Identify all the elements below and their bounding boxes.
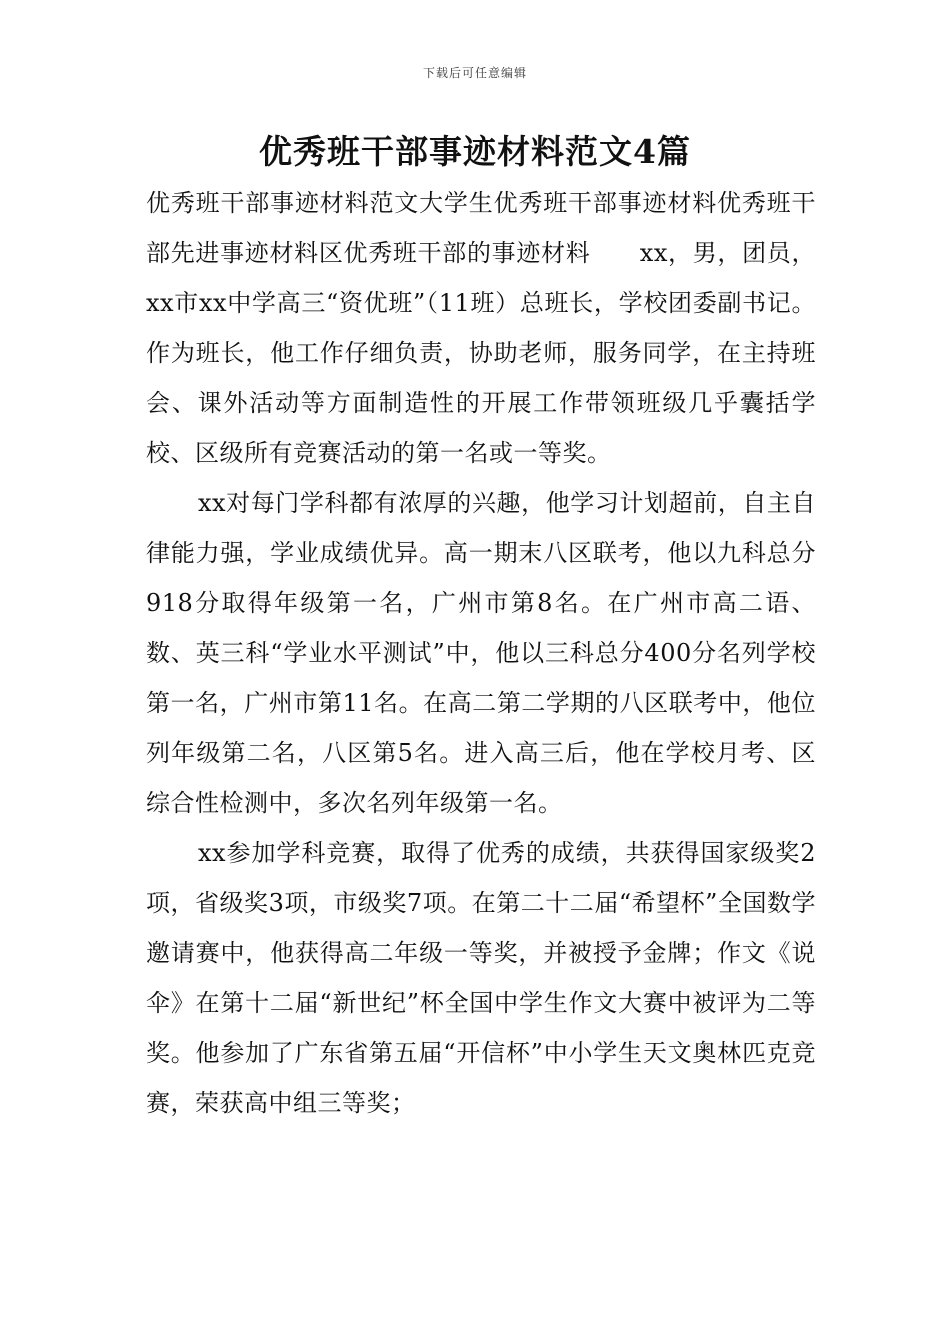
document-title: 优秀班干部事迹材料范文4篇	[259, 132, 691, 171]
header-note: 下载后可任意编辑	[422, 66, 527, 80]
document-body	[146, 178, 816, 1128]
paragraph-2: xx对每门学科都有浓厚的兴趣，他学习计划超前，自主自律能力强，学业成绩优异。高一期末八区联考，他以九科总分918分取得年级第一名，广州市第8名。在广州市高二语、数、英三科“学业水平测试”中，他以三科总分400分名列学校第一名，广州市第11名。在高二第二学期的八区联考中，他位列年级第二名，八区第5名。进入高三后，他在学校月考、区综合性检测中，多次名列年级第一名。	[146, 489, 816, 817]
paragraph-3: xx参加学科竞赛，取得了优秀的成绩，共获得国家级奖2项，省级奖3项，市级奖7项。在第二十二届“希望杯”全国数学邀请赛中，他获得高二年级一等奖，并被授予金牌；作文《说伞》在第十二届“新世纪”杯全国中学生作文大赛中被评为二等奖。他参加了广东省第五届“开信杯”中小学生天文奥林匹克竞赛，荣获高中组三等奖；	[146, 839, 816, 1117]
paragraph-1: 优秀班干部事迹材料范文大学生优秀班干部事迹材料优秀班干部先进事迹材料区优秀班干部的事迹材料 xx，男，团员，xx市xx中学高三“资优班”（11班）总班长，学校团委副书记。作为班长，他工作仔细负责，协助老师，服务同学，在主持班会、课外活动等方面制造性的开展工作带领班级几乎囊括学校、区级所有竞赛活动的第一名或一等奖。	[146, 189, 816, 467]
